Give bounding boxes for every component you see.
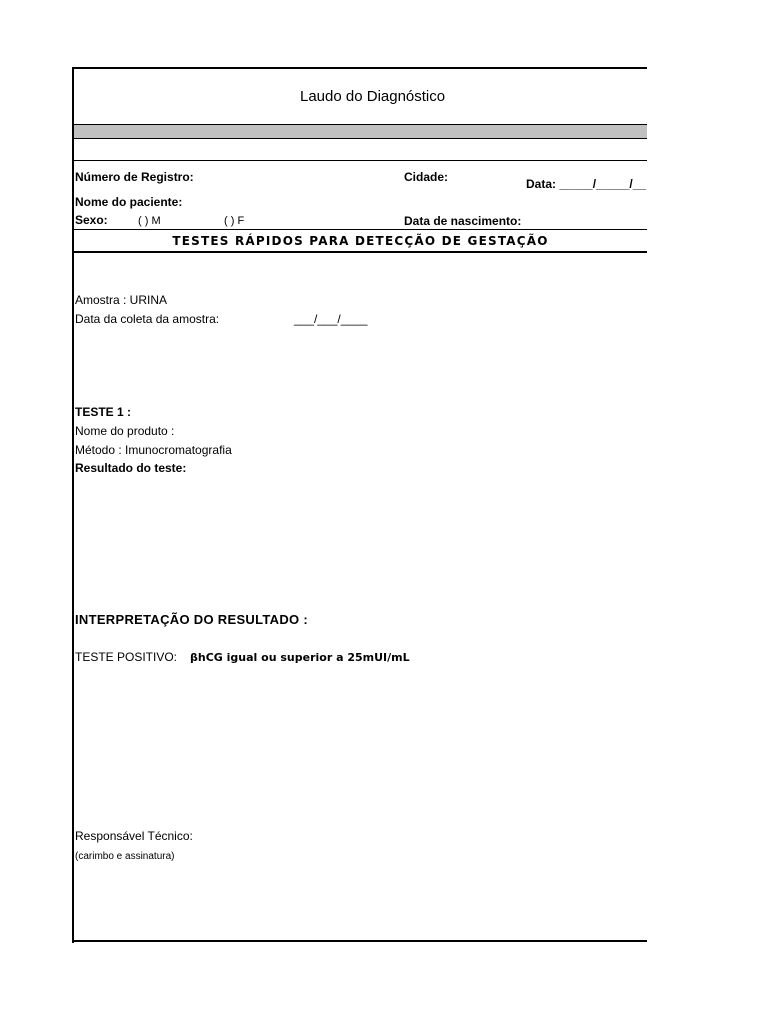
- teste-positivo-value: βhCG igual ou superior a 25mUI/mL: [190, 651, 410, 664]
- divider-line: [72, 229, 647, 230]
- page-title: Laudo do Diagnóstico: [300, 88, 446, 105]
- produto-label: Nome do produto :: [75, 424, 175, 438]
- nome-paciente-label: Nome do paciente:: [75, 195, 183, 209]
- teste-title: TESTE 1 :: [75, 405, 132, 419]
- nascimento-label: Data de nascimento:: [404, 214, 522, 228]
- teste-positivo-label: TESTE POSITIVO:: [75, 650, 178, 664]
- metodo-text: Método : Imunocromatografia: [75, 443, 232, 457]
- coleta-value: ___/___/____: [294, 312, 368, 326]
- sexo-m-option: ( ) M: [138, 215, 161, 227]
- sexo-label: Sexo:: [75, 213, 108, 227]
- interpretacao-title: INTERPRETAÇÃO DO RESULTADO :: [75, 612, 309, 627]
- amostra-text: Amostra : URINA: [75, 293, 168, 307]
- carimbo-note: (carimbo e assinatura): [75, 851, 175, 862]
- registro-label: Número de Registro:: [75, 170, 194, 184]
- cidade-label: Cidade:: [404, 170, 449, 184]
- form-top-border: [72, 67, 647, 69]
- data-label: Data: _____/_____/__: [526, 177, 647, 191]
- header-gray-band: [74, 124, 647, 139]
- section-title: TESTES RÁPIDOS PARA DETECÇÃO DE GESTAÇÃO: [172, 234, 549, 248]
- resultado-label: Resultado do teste:: [75, 461, 187, 475]
- divider-line: [72, 251, 647, 253]
- divider-line: [72, 160, 647, 161]
- coleta-label: Data da coleta da amostra:: [75, 312, 220, 326]
- responsavel-label: Responsável Técnico:: [75, 829, 193, 843]
- sexo-f-option: ( ) F: [224, 215, 245, 227]
- form-left-border: [72, 67, 74, 943]
- form-bottom-border: [72, 940, 647, 942]
